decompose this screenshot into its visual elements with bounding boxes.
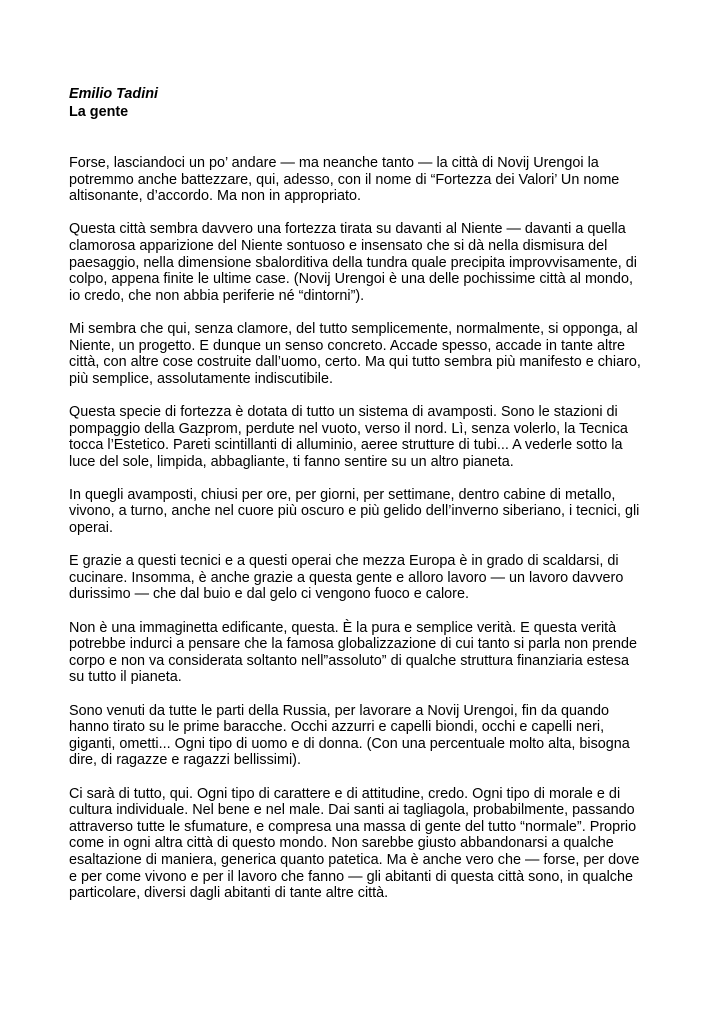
text-line: hanno tirato su le prime baracche. Occhi azzurri e capelli biondi, occhi e capelli neri, [69, 719, 605, 736]
paragraph [69, 221, 659, 304]
text-line: Niente, un progetto. E dunque un senso concreto. Accade spesso, accade in tante altre [69, 337, 626, 354]
text-line: pompaggio della Gazprom, perdute nel vuoto, verso il nord. Lì, senza volerlo, la Tecnica [69, 420, 628, 437]
text-line: come in ogni altra città di questo mondo. Non sarebbe giusto abbandonarsi a qualche [69, 835, 614, 852]
text-line: In quegli avamposti, chiusi per ore, per giorni, per settimane, dentro cabine di metallo, [69, 486, 616, 503]
text-line: Mi sembra che qui, senza clamore, del tutto semplicemente, normalmente, si opponga, al [69, 320, 638, 337]
text-line: giganti, ometti... Ogni tipo di uomo e di donna. (Con una percentuale molto alta, bisogna [69, 735, 630, 752]
text-line: io credo, che non abbia periferie né “dintorni”). [69, 287, 365, 304]
text-line: vivono, a turno, anche nel cuore più oscuro e più gelido dell’inverno siberiano, i tecnici, gli [69, 503, 640, 520]
text-line: paesaggio, nella dimensione sbalorditiva della tundra quale precipita improvvisamente, di [69, 254, 637, 271]
text-line: su tutto il pianeta. [69, 669, 182, 686]
text-line: più semplice, assolutamente indiscutibile. [69, 370, 333, 387]
text-line: corpo e non va considerata soltanto nell”assoluto” di qualche struttura finanziaria estesa [69, 652, 629, 669]
text-line: colpo, appena finite le ultime case. (Novij Urengoi è una delle pochissime città al mondo, [69, 271, 633, 288]
paragraph [69, 553, 659, 603]
text-line: Ci sarà di tutto, qui. Ogni tipo di carattere e di attitudine, credo. Ogni tipo di morale e di [69, 785, 621, 802]
text-line: Questa specie di fortezza è dotata di tutto un sistema di avamposti. Sono le stazioni di [69, 403, 618, 420]
paragraph [69, 703, 659, 769]
text-line: clamorosa apparizione del Niente sontuoso e insensato che si dà nella dismisura del [69, 237, 608, 254]
text-line: Questa città sembra davvero una fortezza tirata su davanti al Niente — davanti a quella [69, 221, 626, 238]
text-line: dire, di ragazze e ragazzi bellissimi). [69, 752, 301, 769]
text-line: potremmo anche battezzare, qui, adesso, con il nome di “Fortezza dei Valori’ Un nome [69, 171, 620, 188]
paragraph [69, 487, 659, 537]
paragraph [69, 404, 659, 470]
text-line: luce del sole, limpida, abbagliante, ti fanno sentire su un altro pianeta. [69, 453, 514, 470]
text-line: durissimo — che dal buio e dal gelo ci vengono fuoco e calore. [69, 586, 469, 603]
text-line: e per come vivono e per il lavoro che fanno — gli abitanti di questa città sono, in qualche [69, 868, 633, 885]
paragraph [69, 786, 659, 902]
text-line: particolare, diversi dagli abitanti di tante altre città. [69, 885, 389, 902]
paragraph [69, 620, 659, 686]
text-line: Non è una immaginetta edificante, questa. È la pura e semplice verità. E questa verità [69, 619, 617, 636]
author-name: Emilio Tadini [69, 86, 159, 102]
text-line: attraverso tutte le sfumature, e compresa una massa di gente del tutto “normale”. Proprio [69, 818, 637, 835]
text-line: E grazie a questi tecnici e a questi operai che mezza Europa è in grado di scaldarsi, di [69, 553, 619, 570]
article-body [69, 155, 659, 902]
text-line: esaltazione di maniera, generica quanto patetica. Ma è anche vero che — forse, per dove [69, 851, 640, 868]
text-line: tocca l’Estetico. Pareti scintillanti di alluminio, aeree strutture di tubi... A vederle sotto la [69, 437, 623, 454]
paragraph [69, 321, 659, 387]
text-line: cucinare. Insomma, è anche grazie a questa gente e alloro lavoro — un lavoro davvero [69, 569, 624, 586]
text-line: cultura individuale. Nel bene e nel male. Dai santi ai tagliagola, probabilmente, passando [69, 802, 635, 819]
text-line: Sono venuti da tutte le parti della Russia, per lavorare a Novij Urengoi, fin da quando [69, 702, 609, 719]
text-line: città, con altre cose costruite dall’uomo, certo. Ma qui tutto sembra più manifesto e chiaro, [69, 354, 641, 371]
document-page [69, 85, 659, 918]
text-line: potrebbe indurci a pensare che la famosa globalizzazione di cui tanto si parla non prende [69, 636, 637, 653]
text-line: operai. [69, 520, 114, 537]
text-line: Forse, lasciandoci un po’ andare — ma neanche tanto — la città di Novij Urengoi la [69, 155, 599, 171]
text-line: altisonante, d’accordo. Ma non in appropriato. [69, 188, 361, 205]
paragraph [69, 155, 659, 205]
article-title: La gente [69, 104, 129, 120]
